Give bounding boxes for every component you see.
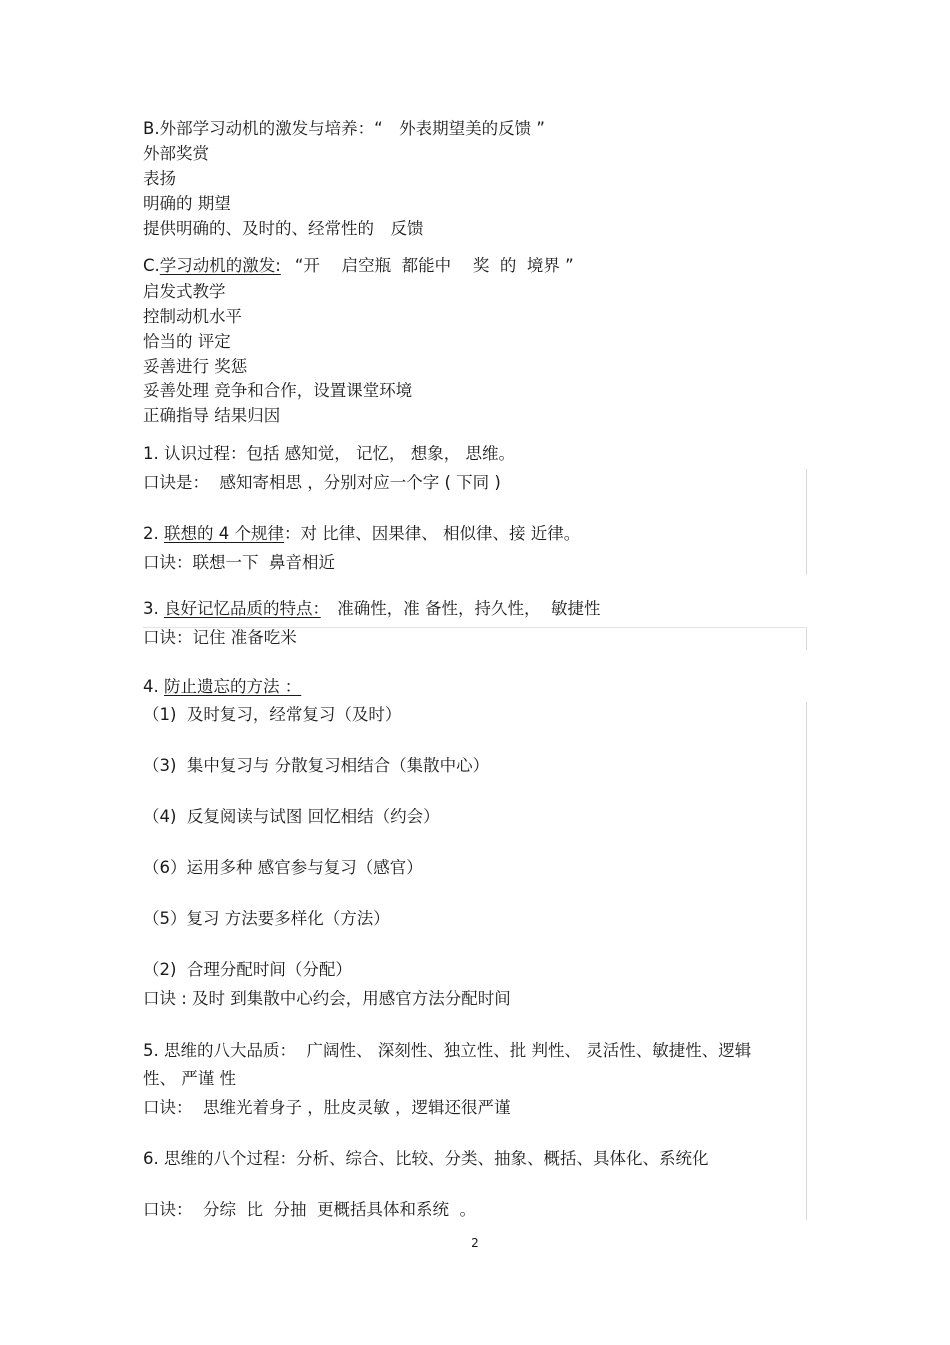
section-5-mnemonic: 口诀： 思维光着身子 ，肚皮灵敏 ，逻辑还很严谨 [143, 1098, 511, 1117]
section-c-prefix: C. [143, 256, 160, 275]
section-4-title [143, 676, 301, 698]
section-1-mnemonic: 口诀是： 感知寄相思 ，分别对应一个字 ( 下同 ) [143, 473, 501, 492]
section-3-heading: 良好记忆品质的特点： [164, 599, 321, 618]
section-1-prefix: 1. [143, 444, 164, 463]
section-c-item: 正确指导 结果归因 [143, 406, 281, 425]
section-6-text: 思维的八个过程：分析、综合、比较、分类、抽象、概括、具体化、系统化 [164, 1149, 709, 1168]
section-5-title [143, 1040, 751, 1062]
section-2-mnemonic: 口诀：联想一下 鼻音相近 [143, 553, 335, 572]
section-b-item: 明确的 期望 [143, 194, 231, 213]
section-3-title [143, 598, 601, 620]
section-6-prefix: 6. [143, 1149, 164, 1168]
section-4-item: （4) 反复阅读与试图 回忆相结（约会） [143, 807, 440, 826]
section-4-item: （5）复习 方法要多样化（方法） [143, 909, 390, 928]
section-1-title [143, 443, 515, 465]
section-5-line1: 思维的八大品质： 广阔性、 深刻性、独立性、批 判性、 灵活性、敏捷性、逻辑 [164, 1041, 752, 1060]
section-4-item: （1) 及时复习，经常复习（及时） [143, 705, 402, 724]
section-b-item: 表扬 [143, 169, 176, 188]
section-b-heading: 外部学习动机的激发与培养： [159, 119, 375, 138]
section-b-quote: “ 外表期望美的反馈 ” [374, 119, 545, 138]
table-border-top [143, 627, 807, 628]
section-2-title [143, 523, 580, 545]
section-2-rest: ：对 比律、因果律、 相似律、接 近律。 [284, 524, 581, 543]
section-6-title [143, 1148, 709, 1170]
page-number: 2 [471, 1236, 479, 1250]
section-5-prefix: 5. [143, 1041, 164, 1060]
section-c-title [143, 255, 574, 277]
section-4-heading: 防止遗忘的方法 ： [164, 677, 302, 696]
table-border-right [806, 469, 807, 575]
section-b-item: 外部奖赏 [143, 144, 209, 163]
section-2-heading: 联想的 4 个规律 [164, 524, 284, 543]
section-c-item: 妥善处理 竞争和合作，设置课堂环境 [143, 381, 413, 400]
section-3-prefix: 3. [143, 599, 164, 618]
section-1-text: 认识过程：包括 感知觉， 记忆， 想象， 思维。 [164, 444, 515, 463]
section-b-prefix: B. [143, 119, 160, 138]
section-4-item: （2) 合理分配时间（分配） [143, 960, 352, 979]
table-border-right [806, 702, 807, 1220]
section-3-rest: 准确性，准 备性，持久性， 敏捷性 [320, 599, 601, 618]
section-c-item: 恰当的 评定 [143, 332, 231, 351]
section-c-item: 控制动机水平 [143, 307, 242, 326]
section-6-mnemonic: 口诀： 分综 比 分抽 更概括具体和系统 。 [143, 1200, 476, 1219]
section-4-item: （6）运用多种 感官参与复习（感官） [143, 858, 423, 877]
section-4-prefix: 4. [143, 677, 164, 696]
section-b-item: 提供明确的、及时的、经常性的 反馈 [143, 219, 424, 238]
section-5-line2: 性、 严谨 性 [143, 1069, 236, 1088]
section-c-item: 启发式教学 [143, 282, 226, 301]
section-c-heading: 学习动机的激发: [159, 256, 281, 275]
section-4-mnemonic: 口诀 : 及时 到集散中心约会，用感官方法分配时间 [143, 989, 511, 1008]
section-c-quote: “开 启空瓶 都能中 奖 的 境界 ” [294, 256, 574, 275]
section-3-mnemonic: 口诀：记住 准备吃米 [143, 628, 297, 647]
section-2-prefix: 2. [143, 524, 164, 543]
table-border-right [806, 627, 807, 650]
section-4-item: （3) 集中复习与 分散复习相结合（集散中心） [143, 756, 490, 775]
section-c-item: 妥善进行 奖惩 [143, 357, 248, 376]
section-b-title [143, 118, 545, 140]
